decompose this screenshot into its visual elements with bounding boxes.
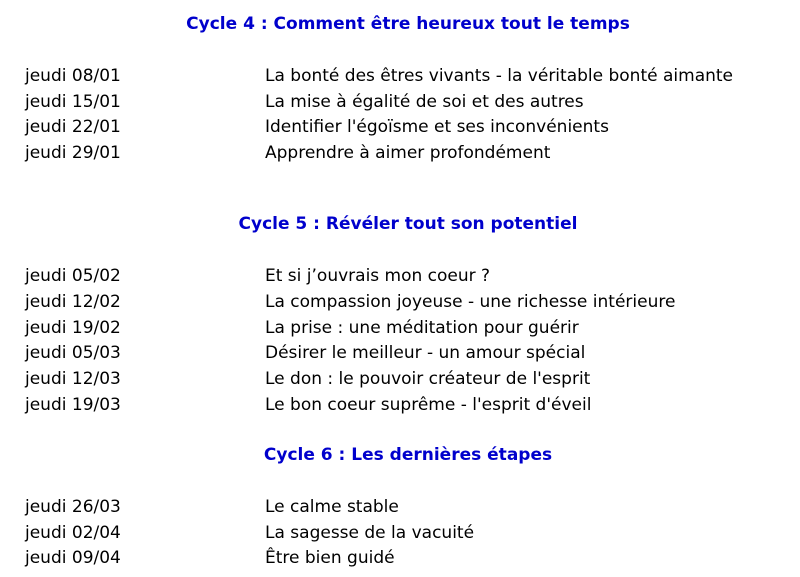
session-date: jeudi 08/01 <box>25 66 121 86</box>
cycle-5-title: Cycle 5 : Révéler tout son potentiel <box>238 214 578 234</box>
session-topic: Le don : le pouvoir créateur de l'esprit <box>265 369 591 389</box>
session-row <box>0 289 800 315</box>
session-row <box>0 114 800 140</box>
session-topic: La bonté des êtres vivants - la véritable bonté aimante <box>265 66 734 86</box>
session-row <box>0 315 800 341</box>
session-date: jeudi 05/02 <box>25 266 121 286</box>
session-date: jeudi 26/03 <box>25 497 121 517</box>
session-date: jeudi 15/01 <box>25 92 121 112</box>
session-date: jeudi 09/04 <box>25 548 121 568</box>
session-row <box>0 140 800 166</box>
session-topic: La mise à égalité de soi et des autres <box>265 92 584 112</box>
session-row <box>0 366 800 392</box>
session-topic: Désirer le meilleur - un amour spécial <box>265 343 586 363</box>
session-row <box>0 89 800 115</box>
session-date: jeudi 19/03 <box>25 395 121 415</box>
cycle-6-title: Cycle 6 : Les dernières étapes <box>263 445 553 465</box>
session-topic: Apprendre à aimer profondément <box>265 143 551 163</box>
session-row <box>0 63 800 89</box>
session-row <box>0 494 800 520</box>
session-date: jeudi 02/04 <box>25 523 121 543</box>
session-date: jeudi 22/01 <box>25 117 121 137</box>
session-topic: Identifier l'égoïsme et ses inconvénients <box>265 117 609 137</box>
session-topic: Être bien guidé <box>265 548 395 568</box>
session-topic: Et si j’ouvrais mon coeur ? <box>265 266 491 286</box>
session-topic: La sagesse de la vacuité <box>265 523 475 543</box>
session-row <box>0 340 800 366</box>
session-date: jeudi 19/02 <box>25 318 121 338</box>
session-row <box>0 392 800 418</box>
session-row <box>0 263 800 289</box>
session-topic: La compassion joyeuse - une richesse intérieure <box>265 292 676 312</box>
session-date: jeudi 12/03 <box>25 369 121 389</box>
session-row <box>0 520 800 546</box>
session-date: jeudi 29/01 <box>25 143 121 163</box>
session-date: jeudi 12/02 <box>25 292 121 312</box>
session-topic: Le calme stable <box>265 497 399 517</box>
session-topic: Le bon coeur suprême - l'esprit d'éveil <box>265 395 592 415</box>
session-date: jeudi 05/03 <box>25 343 121 363</box>
cycle-4-title: Cycle 4 : Comment être heureux tout le temps <box>186 14 630 34</box>
session-row <box>0 545 800 571</box>
session-topic: La prise : une méditation pour guérir <box>265 318 579 338</box>
